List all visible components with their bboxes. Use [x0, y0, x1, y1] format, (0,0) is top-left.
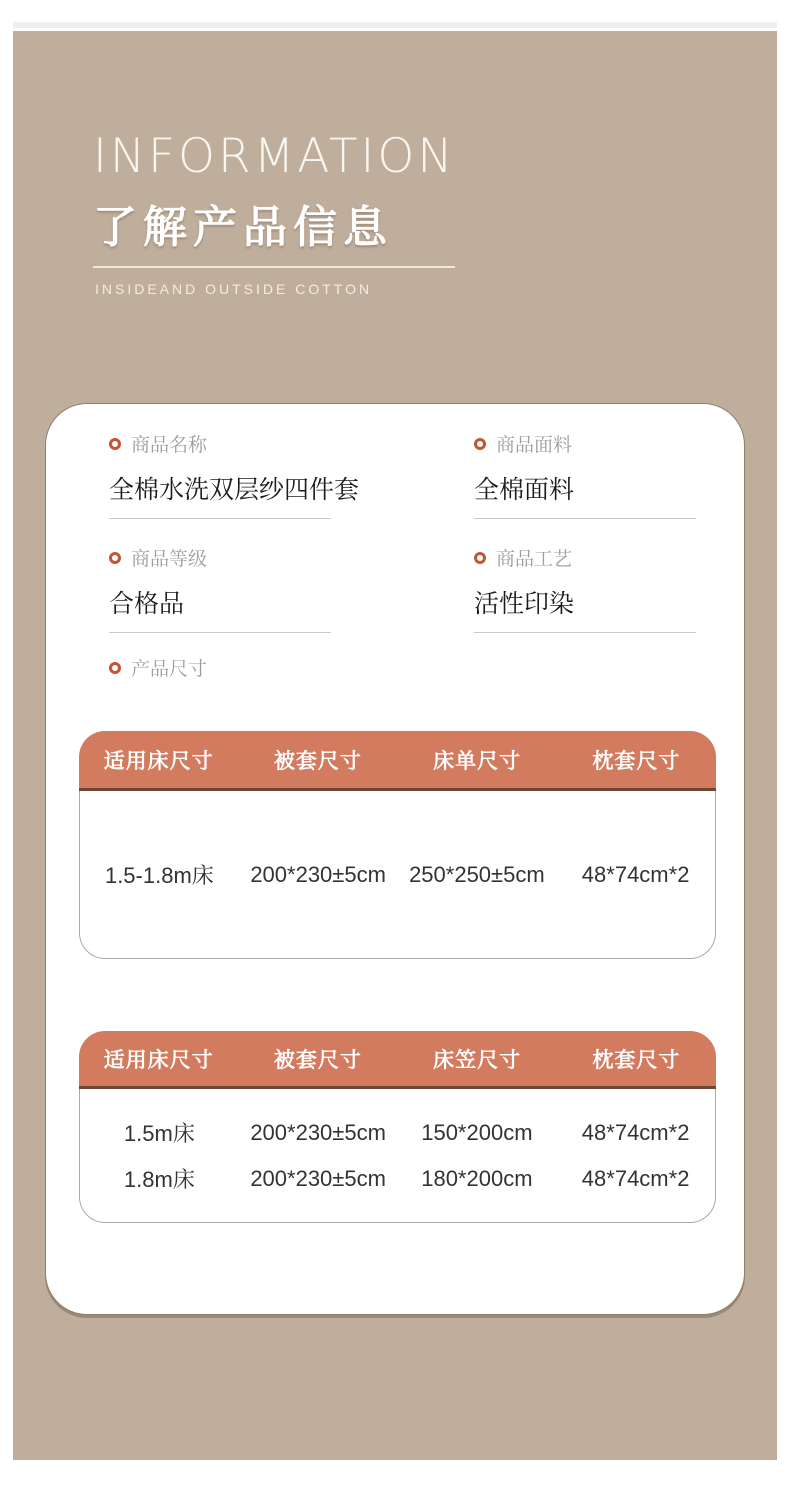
section-subtitle: INSIDEAND OUTSIDE COTTON — [95, 281, 373, 297]
table-cell: 48*74cm*2 — [581, 861, 690, 887]
size-table-body — [79, 791, 716, 959]
size-table-flat-sheet — [79, 731, 716, 959]
field-value: 全棉面料 — [474, 470, 696, 519]
table-cell: 200*230±5cm — [250, 861, 386, 887]
size-table-body — [79, 1089, 716, 1223]
column-header: 被套尺寸 — [273, 749, 362, 773]
field-label-row — [474, 544, 696, 571]
field-value: 全棉水洗双层纱四件套 — [109, 470, 331, 519]
field-value: 活性印染 — [474, 584, 696, 633]
column-header: 枕套尺寸 — [592, 1048, 681, 1072]
table-cell: 48*74cm*2 — [581, 1119, 690, 1145]
field-product-craft — [474, 544, 696, 633]
orange-ring-bullet-icon — [109, 438, 121, 450]
field-label: 产品尺寸 — [131, 659, 208, 680]
field-label-row — [109, 544, 331, 571]
column-header: 枕套尺寸 — [592, 749, 681, 773]
size-table-header — [79, 731, 716, 791]
table-cell: 200*230±5cm — [250, 1165, 386, 1191]
section-title-chinese: 了解产品信息 — [93, 203, 393, 252]
field-label: 商品工艺 — [496, 549, 573, 570]
table-row — [80, 1156, 715, 1202]
orange-ring-bullet-icon — [109, 662, 121, 674]
table-cell: 1.5-1.8m床 — [104, 863, 214, 888]
table-cell: 250*250±5cm — [409, 861, 545, 887]
field-value: 合格品 — [109, 584, 331, 633]
tan-background-panel — [13, 31, 777, 1460]
title-divider-line — [93, 266, 455, 268]
table-cell: 150*200cm — [421, 1119, 533, 1145]
column-header: 适用床尺寸 — [103, 749, 214, 773]
table-cell: 1.5m床 — [123, 1121, 195, 1146]
field-label: 商品面料 — [496, 435, 573, 456]
table-cell: 200*230±5cm — [250, 1119, 386, 1145]
field-product-fabric — [474, 430, 696, 519]
table-cell: 48*74cm*2 — [581, 1165, 690, 1191]
orange-ring-bullet-icon — [109, 552, 121, 564]
field-label-row — [474, 430, 696, 457]
orange-ring-bullet-icon — [474, 438, 486, 450]
product-info-card — [45, 403, 745, 1315]
table-cell: 1.8m床 — [123, 1167, 195, 1192]
field-label: 商品名称 — [131, 435, 208, 456]
field-product-grade — [109, 544, 331, 633]
table-row — [80, 852, 715, 898]
field-product-name — [109, 430, 360, 519]
table-row — [80, 1110, 715, 1156]
size-table-fitted-sheet — [79, 1031, 716, 1223]
field-label-row — [109, 430, 331, 457]
column-header: 适用床尺寸 — [103, 1048, 214, 1072]
orange-ring-bullet-icon — [474, 552, 486, 564]
field-label: 商品等级 — [131, 549, 208, 570]
field-label-row — [109, 654, 331, 681]
column-header: 床单尺寸 — [433, 749, 522, 773]
field-product-size-heading — [109, 654, 331, 681]
column-header: 被套尺寸 — [273, 1048, 362, 1072]
table-cell: 180*200cm — [421, 1165, 533, 1191]
size-table-header — [79, 1031, 716, 1089]
top-divider-strip — [13, 22, 777, 28]
column-header: 床笠尺寸 — [433, 1048, 522, 1072]
section-title-english: INFORMATION — [93, 129, 456, 184]
